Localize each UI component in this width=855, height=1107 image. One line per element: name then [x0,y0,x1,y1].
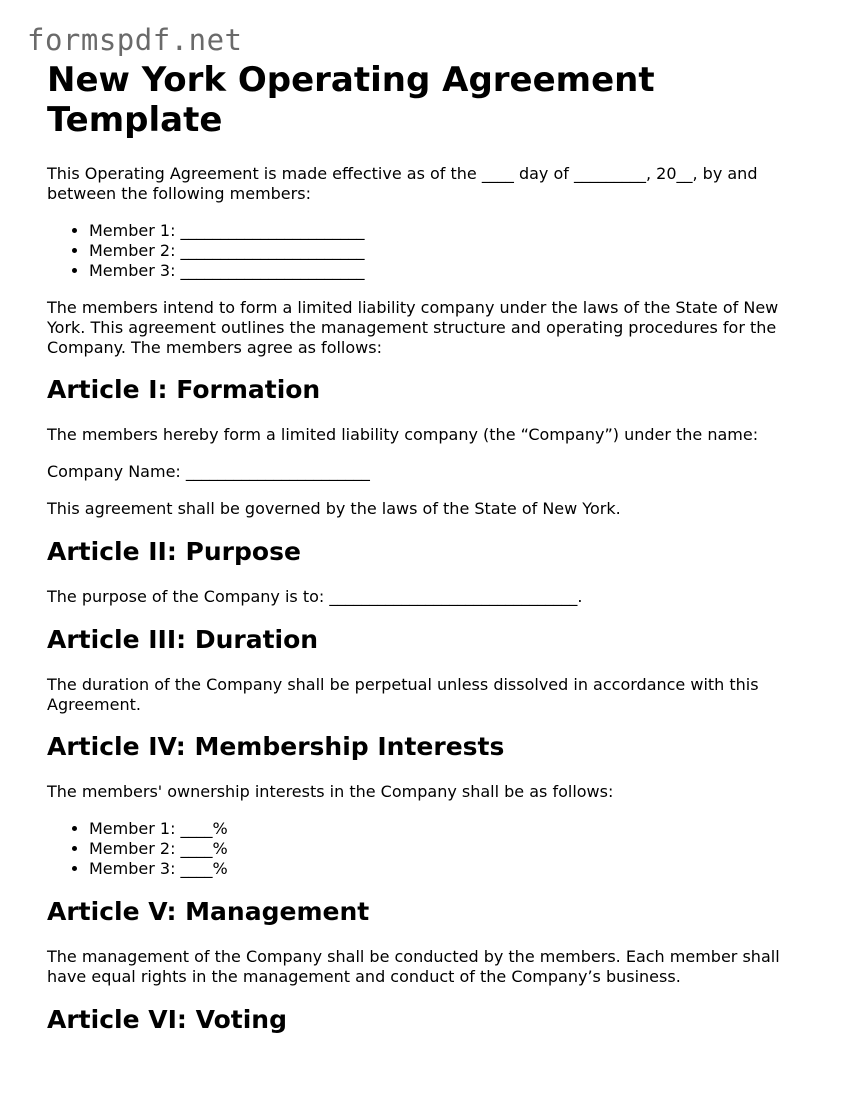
article-2-heading: Article II: Purpose [47,537,301,566]
list-item: • Member 3: _______________________ [89,261,817,281]
article-6-heading: Article VI: Voting [47,1005,287,1034]
company-name-field: Company Name: _______________________ [47,462,370,481]
article-5-paragraph-1: The management of the Company shall be conducted by the members. Each member shall have equal rights in the management and conduct of the Company’s business. [47,947,780,986]
list-item: • Member 3: ____% [89,859,817,879]
article-4-paragraph-1: The members' ownership interests in the Company shall be as follows: [47,782,614,801]
members-list [47,221,817,281]
ownership-list [47,819,817,879]
article-3-heading: Article III: Duration [47,625,319,654]
list-item: • Member 1: ____% [89,819,817,839]
intent-paragraph: The members intend to form a limited liability company under the laws of the State of New York. This agreement outlines the management structure and operating procedures for the Company. The members agree as follows: [47,298,779,357]
intro-paragraph: This Operating Agreement is made effective as of the ____ day of _________, 20__, by and between the following members: [47,164,758,203]
article-3-paragraph-1: The duration of the Company shall be perpetual unless dissolved in accordance with this Agreement. [47,675,759,714]
list-item: • Member 2: ____% [89,839,817,859]
article-5-heading: Article V: Management [47,897,370,926]
article-2-paragraph-1: The purpose of the Company is to: _______________________________. [47,587,583,606]
article-4-heading: Article IV: Membership Interests [47,732,505,761]
page-title: New York Operating Agreement Template [47,60,655,140]
article-1-paragraph-1: The members hereby form a limited liability company (the “Company”) under the name: [47,425,759,444]
article-1-paragraph-3: This agreement shall be governed by the laws of the State of New York. [47,499,621,518]
list-item: • Member 2: _______________________ [89,241,817,261]
document-body [47,60,817,1036]
list-item: • Member 1: _______________________ [89,221,817,241]
article-1-heading: Article I: Formation [47,375,321,404]
watermark: formspdf.net [27,23,243,57]
